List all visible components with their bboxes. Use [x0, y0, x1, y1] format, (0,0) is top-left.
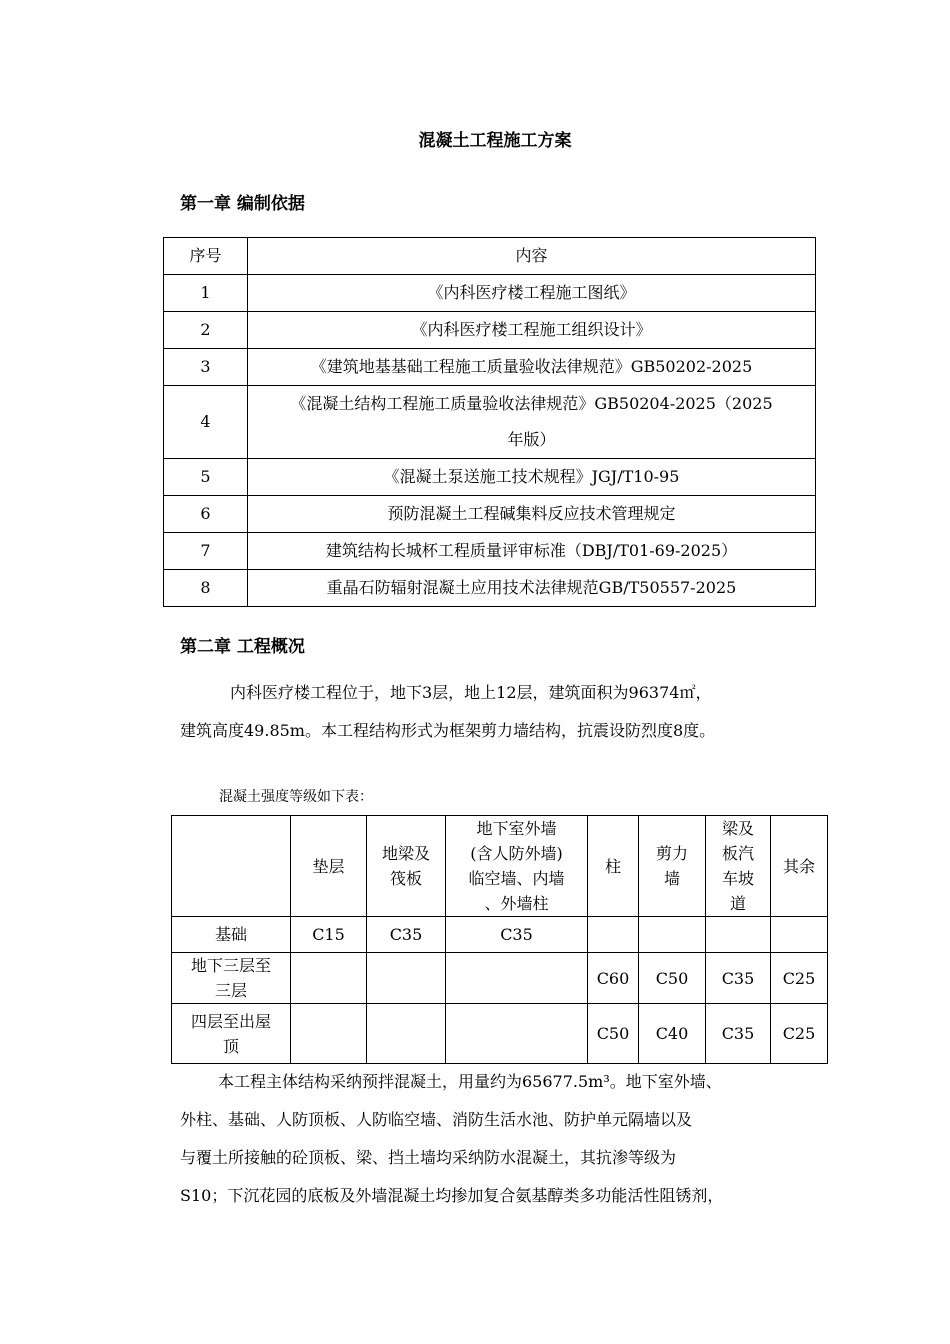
row-label: 基础 [172, 917, 291, 953]
chapter2-heading: 第二章 工程概况 [180, 637, 305, 657]
grade-cell: C35 [367, 917, 446, 953]
header-line: 道 [729, 894, 746, 913]
header-line: 临空墙、内墙 [468, 869, 565, 888]
row-content: 《建筑地基基础工程施工质量验收法律规范》GB50202-2025 [248, 349, 816, 386]
basis-table [163, 237, 816, 607]
header-cell: 序号 [164, 238, 248, 275]
row-label [172, 953, 291, 1004]
table-row [164, 349, 816, 386]
overview-paragraph [180, 674, 830, 750]
header-cell: 其余 [771, 816, 828, 917]
table-row [164, 496, 816, 533]
grade-cell [446, 953, 588, 1004]
header-line: 车坡 [721, 869, 754, 888]
grade-cell: C15 [291, 917, 367, 953]
body-paragraph [180, 1063, 830, 1215]
overview-line: 内科医疗楼工程位于，地下3层，地上12层，建筑面积为96374㎡， [230, 683, 712, 702]
table-row [164, 386, 816, 459]
grade-cell: C35 [706, 953, 771, 1004]
row-number: 4 [164, 386, 248, 459]
grade-table-caption: 混凝土强度等级如下表： [219, 789, 373, 805]
row-number: 2 [164, 312, 248, 349]
header-cell [639, 816, 706, 917]
table-row [172, 953, 828, 1004]
header-line: 地梁及 [381, 844, 430, 863]
table-row [172, 1004, 828, 1064]
grade-cell [706, 917, 771, 953]
row-number: 5 [164, 459, 248, 496]
grade-cell: C35 [706, 1004, 771, 1064]
header-line: 剪力 [655, 844, 688, 863]
header-line: 板汽 [721, 844, 754, 863]
header-line: 梁及 [721, 819, 754, 838]
row-number: 6 [164, 496, 248, 533]
overview-line: 建筑高度49.85m。本工程结构形式为框架剪力墙结构，抗震设防烈度8度。 [180, 721, 716, 740]
grade-cell: C35 [446, 917, 588, 953]
grade-cell [588, 917, 639, 953]
row-content: 《内科医疗楼工程施工组织设计》 [248, 312, 816, 349]
table-row [164, 533, 816, 570]
header-cell [706, 816, 771, 917]
grade-cell [639, 917, 706, 953]
row-content-line: 《混凝土结构工程施工质量验收法律规范》GB50204-2025（2025 [290, 394, 773, 413]
table-row [172, 917, 828, 953]
grade-cell: C60 [588, 953, 639, 1004]
header-line: 地下室外墙 [476, 819, 557, 838]
table-row [164, 275, 816, 312]
row-content: 预防混凝土工程碱集料反应技术管理规定 [248, 496, 816, 533]
row-number: 7 [164, 533, 248, 570]
header-cell: 内容 [248, 238, 816, 275]
row-number: 8 [164, 570, 248, 607]
row-label-line: 三层 [214, 981, 247, 1000]
grade-cell [446, 1004, 588, 1064]
table-row [164, 570, 816, 607]
document-title: 混凝土工程施工方案 [418, 131, 572, 151]
grade-cell [291, 1004, 367, 1064]
header-line: (含人防外墙) [470, 844, 563, 863]
header-line: 墙 [663, 869, 680, 888]
row-label-line: 地下三层至 [190, 956, 271, 975]
table-header-row [172, 816, 828, 917]
body-line: 本工程主体结构采纳预拌混凝土，用量约为65677.5m³。地下室外墙、 [218, 1072, 722, 1091]
table-row [164, 459, 816, 496]
body-line: 外柱、基础、人防顶板、人防临空墙、消防生活水池、防护单元隔墙以及 [180, 1110, 693, 1129]
row-label-line: 四层至出屋 [190, 1011, 271, 1031]
chapter1-heading: 第一章 编制依据 [180, 194, 305, 214]
row-content: 建筑结构长城杯工程质量评审标准（DBJ/T01-69-2025） [248, 533, 816, 570]
grade-cell: C40 [639, 1004, 706, 1064]
row-number: 1 [164, 275, 248, 312]
grade-cell [367, 1004, 446, 1064]
body-line: 与覆土所接触的砼顶板、梁、挡土墙均采纳防水混凝土，其抗渗等级为 [180, 1148, 677, 1167]
row-content: 重晶石防辐射混凝土应用技术法律规范GB/T50557-2025 [248, 570, 816, 607]
header-cell-empty [172, 816, 291, 917]
grade-cell: C50 [639, 953, 706, 1004]
header-line: 筏板 [389, 869, 422, 888]
header-cell: 垫层 [291, 816, 367, 917]
row-number: 3 [164, 349, 248, 386]
grade-cell: C50 [588, 1004, 639, 1064]
table-header-row [164, 238, 816, 275]
row-content [248, 386, 816, 459]
header-line: 、外墙柱 [484, 894, 549, 913]
row-content: 《内科医疗楼工程施工图纸》 [248, 275, 816, 312]
grade-cell: C25 [771, 953, 828, 1004]
row-content-line: 年版） [507, 430, 556, 449]
body-line: S10；下沉花园的底板及外墙混凝土均掺加复合氨基醇类多功能活性阻锈剂， [180, 1186, 724, 1205]
header-cell: 柱 [588, 816, 639, 917]
grade-cell: C25 [771, 1004, 828, 1064]
grade-cell [771, 917, 828, 953]
row-label-line: 顶 [222, 1036, 239, 1056]
grade-table [171, 815, 828, 1064]
table-row [164, 312, 816, 349]
row-label [172, 1004, 291, 1064]
header-cell [367, 816, 446, 917]
header-cell [446, 816, 588, 917]
grade-cell [291, 953, 367, 1004]
row-content: 《混凝土泵送施工技术规程》JGJ/T10-95 [248, 459, 816, 496]
grade-cell [367, 953, 446, 1004]
